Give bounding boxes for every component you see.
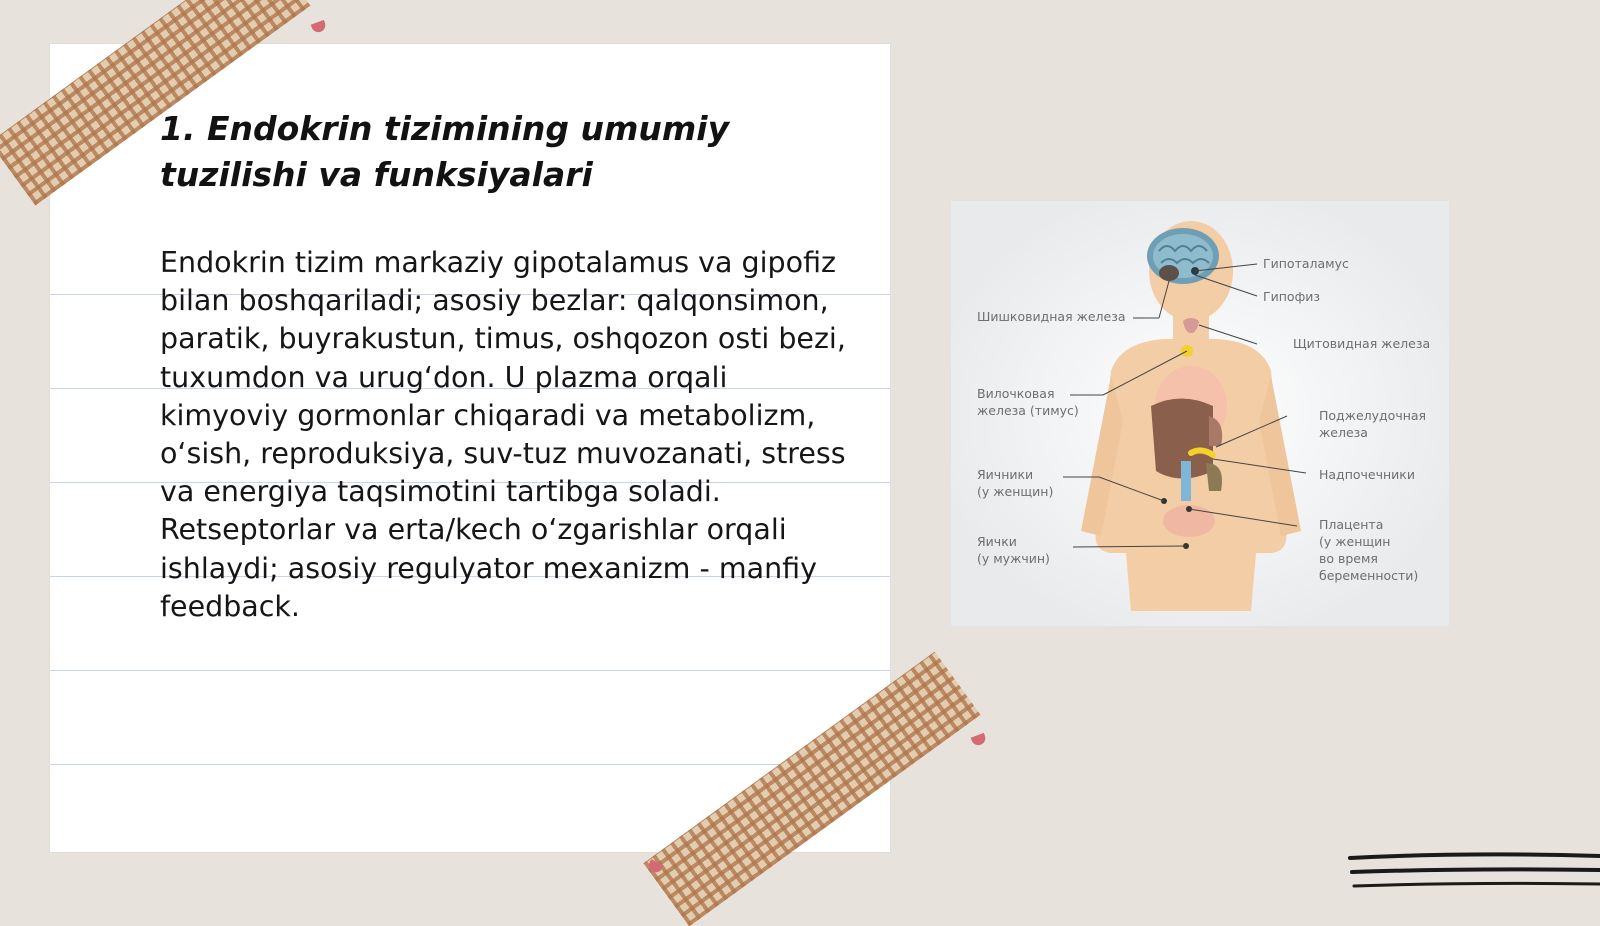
paper-rule-line: [50, 670, 890, 671]
label-placenta-line4: беременности): [1319, 568, 1419, 583]
label-hypothalamus: Гипоталамус: [1263, 256, 1349, 271]
slide-heading: 1. Endokrin tizimining umumiy tuzilishi va funksiyalari: [160, 109, 730, 194]
tape-tip-bottom-right: [971, 733, 988, 747]
brain-illustration: [1147, 228, 1219, 284]
label-placenta-line1: Плацента: [1319, 517, 1384, 532]
label-ovaries-line2: (у женщин): [977, 484, 1054, 499]
label-pancreas-line1: Поджелудочная: [1319, 408, 1427, 423]
label-thymus-line2: железа (тимус): [977, 403, 1079, 418]
label-thymus-line1: Вилочковая: [977, 386, 1055, 401]
label-pineal: Шишковидная железа: [977, 309, 1126, 324]
endocrine-system-figure: [950, 200, 1450, 627]
label-testes-line2: (у мужчин): [977, 551, 1050, 566]
label-placenta-line3: во время: [1319, 551, 1378, 566]
endocrine-diagram-svg: [951, 201, 1449, 626]
label-testes-line1: Яички: [977, 534, 1017, 549]
label-pancreas-line2: железа: [1319, 425, 1368, 440]
slide-body-text: Endokrin tizim markaziy gipotalamus va gipofiz bilan boshqariladi; asosiy bezlar: qalqonsimon, paratik, buyrakustun, timus, oshqozon osti bezi, tuxumdon va urug‘don. U plazma orqali kimyoviy gormonlar chiqaradi va metabolizm, o‘sish, reproduksiya, suv-tuz muvozanati, stress va energiya taqsimotini tartibga soladi. Retseptorlar va erta/kech o‘zgarishlar orqali ishlaydi; asosiy regulyator mexanizm - manfiy feedback.: [160, 246, 846, 623]
notebook-paper: [50, 44, 890, 852]
paper-rule-line: [50, 764, 890, 765]
label-thyroid: Щитовидная железа: [1293, 336, 1431, 351]
decorative-brush-strokes: [1340, 850, 1600, 900]
label-ovaries-line1: Яичники: [977, 467, 1034, 482]
label-adrenals: Надпочечники: [1319, 467, 1415, 482]
label-pituitary: Гипофиз: [1263, 289, 1321, 304]
tape-tip-top-left: [311, 20, 328, 34]
label-placenta-line2: (у женщин: [1319, 534, 1391, 549]
